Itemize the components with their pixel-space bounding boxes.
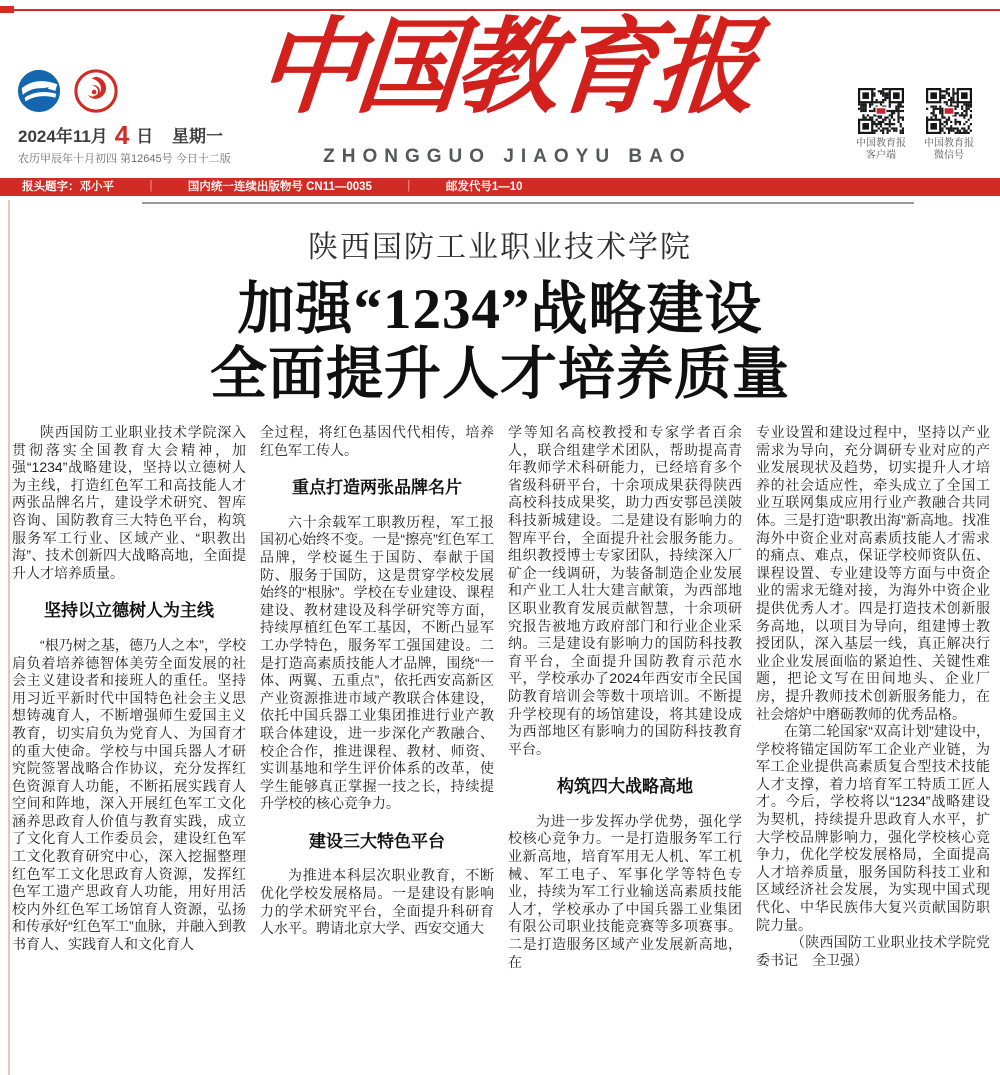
article-column-4 xyxy=(756,424,990,971)
blue-wave-emblem-icon xyxy=(16,68,62,114)
red-phoenix-emblem-icon xyxy=(73,68,119,114)
qr-label-line2: 微信号 xyxy=(934,150,964,161)
headline-title-line2: 全面提升人才培养质量 xyxy=(210,343,790,406)
paragraph: 专业设置和建设过程中，坚持以产业需求为导向，充分调研专业对应的产业发展现状及趋势，切实提升人才培养的社会适应性，牵头成立了全国工业互联网集成应用行业产教融合共同体。三是打造“职教出海”新高地。找准海外中资企业对高素质技能人才需求的痛点、难点，保证学校师资队伍、课程设置、专业建设等方面与中资企业的需求无缝对接，为海外中资企业提供优秀人才。四是打造技术创新服务高地，以项目为导向，组建博士教授团队，深入基层一线，真正解决行业企业发展面临的紧迫性、关键性难题，把论文写在田间地头、企业厂房，提升教师技术创新服务能力，在社会熔炉中磨砺教师的优秀品格。 xyxy=(756,424,990,722)
masthead-logos xyxy=(16,68,119,114)
qr-code-area xyxy=(856,88,974,162)
qr-app-client xyxy=(856,88,906,162)
qr-label-line1: 中国教育报 xyxy=(924,138,974,149)
section-subhead: 构筑四大战略高地 xyxy=(557,777,693,797)
date-day-char: 日 xyxy=(136,127,154,146)
qr-code-icon xyxy=(858,88,904,134)
headline-top-rule xyxy=(142,202,914,204)
headline-title-line1: 加强“1234”战略建设 xyxy=(237,278,763,341)
section-subhead: 建设三大特色平台 xyxy=(309,831,445,851)
article-headline xyxy=(0,222,1000,407)
qr-wechat xyxy=(924,88,974,162)
paragraph: 为进一步发挥办学优势，强化学校核心竞争力。一是打造服务军工行业新高地，培育军用无人机、军工机械、军工电子、军事化学等特色专业，持续为军工行业输送高素质技能人才，学校承办了中国兵器工业集团有限公司职业技能竞赛等多项赛事。二是打造服务区域产业发展新高地，在 xyxy=(508,812,742,970)
qr-label-line1: 中国教育报 xyxy=(856,138,906,149)
dateline xyxy=(18,120,223,151)
paragraph: 学等知名高校教授和专家学者百余人，联合组建学术团队，帮助提高青年教师学术科研能力，已经培育多个省级科研平台，十余项成果获得陕西高校科技成果奖，助力西安鄠邑渼陂科技新城建设。二是建设有影响力的智库平台，全面提升社会服务能力。组织教授博士专家团队，持续深入厂矿企一线调研，为装备制造企业发展和产业工人壮大建言献策，为西部地区职业教育发展贡献智慧，十余项研究报告被地方政府部门和行业企业采纳。三是建设有影响力的国防科技教育平台，全面提升国防教育示范水平，学校承办了2024年西安市全民国防教育培训会等数十项培训。不断提升学校现有的场馆建设，将其建设成为西部地区有影响力的国防科技教育平台。 xyxy=(508,424,742,757)
paragraph: “根乃树之基，德乃人之本”，学校肩负着培养德智体美劳全面发展的社会主义建设者和接班人的重任。坚持用习近平新时代中国特色社会主义思想铸魂育人，不断增强师生爱国主义教育，切实肩负为党育人、为国育才的重大使命。学校与中国兵器人才研究院签署战略合作协议，充分发挥红色资源育人功能，不断拓展实践育人空间和阵地，深入开展红色军工文化涵养思政育人价值与教育实践，成立了文化育人工作委员会，建设红色军工文化教育研究中心，深入挖掘整理红色军工文化思政育人资源，发挥红色军工遗产思政育人功能，用好用活校内外红色军工场馆育人资源，弘扬和传承好“红色军工”血脉，并融入到教书育人、实践育人和文化育人 xyxy=(12,636,246,953)
publication-info-bar xyxy=(0,178,1000,196)
qr-code-icon xyxy=(926,88,972,134)
headline-title xyxy=(0,277,1000,407)
headline-kicker: 陕西国防工业职业技术学院 xyxy=(308,231,692,264)
separator: ｜ xyxy=(145,181,157,193)
separator: ｜ xyxy=(403,181,415,193)
masthead-title: 中国教育报 xyxy=(252,11,758,126)
paragraph: 为推进本科层次职业教育，不断优化学校发展格局。一是建设有影响力的学术研究平台，全面提升科研育人水平。聘请北京大学、西安交通大 xyxy=(260,867,494,937)
date-day: 4 xyxy=(114,120,130,150)
date-yearmonth: 2024年11月 xyxy=(18,127,108,146)
byline: （陕西国防工业职业技术学院党委书记 全卫强） xyxy=(756,934,990,968)
masthead-pinyin: ZHONGGUO JIAOYU BAO xyxy=(323,146,692,167)
info-postal-code: 邮发代号1—10 xyxy=(445,181,523,193)
date-weekday: 星期一 xyxy=(172,127,223,146)
paragraph: 在第二轮国家“双高计划”建设中，学校将锚定国防军工企业产业链，为军工企业提供高素质复合型技术技能人才支撑，着力培育军工特质工匠人才。今后，学校将以“1234”战略建设为契机，持续提升思政育人水平，扩大学校品牌影响力，强化学校核心竞争力，优化学校发展格局，全面提高人才培养质量，服务国防科技工业和区域经济社会发展，为实现中国式现代化、中华民族伟大复兴贡献国防职院力量。 xyxy=(756,723,990,933)
paragraph: 陕西国防工业职业技术学院深入贯彻落实全国教育大会精神，加强“1234”战略建设，坚持以立德树人为主线，打造红色军工和高技能人才两张品牌名片，建设学术研究、智库咨询、国防教育三大特色平台，构筑服务军工行业、区域产业、“职教出海”、技术创新四大战略高地，全面提升人才培养质量。 xyxy=(12,424,246,581)
info-inscriber: 报头题字：邓小平 xyxy=(22,181,114,193)
section-subhead: 重点打造两张品牌名片 xyxy=(292,478,462,498)
article-column-1 xyxy=(12,424,246,971)
qr-label-line2: 客户端 xyxy=(866,150,896,161)
article-column-2 xyxy=(260,424,494,971)
info-issn: 国内统一连续出版物号 CN11—0035 xyxy=(187,181,372,193)
section-subhead: 坚持以立德树人为主线 xyxy=(44,601,214,621)
date-subline: 农历甲辰年十月初四 第12645号 今日十二版 xyxy=(18,153,231,165)
article-column-3 xyxy=(508,424,742,971)
paragraph: 六十余载军工职教历程，军工报国初心始终不变。一是“擦亮”红色军工品牌，学校诞生于国防、奉献于国防、服务于国防，这是贯穿学校发展始终的“根脉”。学校在专业建设、课程建设、教材建设及科学研究等方面，持续厚植红色军工基因，不断凸显军工办学特色，服务军工强国建设。二是打造高素质技能人才品牌，围绕“一体、两翼、五重点”，依托西安高新区产业资源推进市域产教联合体建设，依托中国兵器工业集团推进行业产教联合体建设，进一步深化产教融合、校企合作，推进课程、教材、师资、实训基地和学生评价体系的改革，使学生能够真正掌握一技之长，持续提升学校的核心竞争力。 xyxy=(260,513,494,812)
article-body xyxy=(12,424,990,971)
top-rule-cap xyxy=(0,6,14,13)
paragraph: 全过程，将红色基因代代相传，培养红色军工传人。 xyxy=(260,424,494,458)
